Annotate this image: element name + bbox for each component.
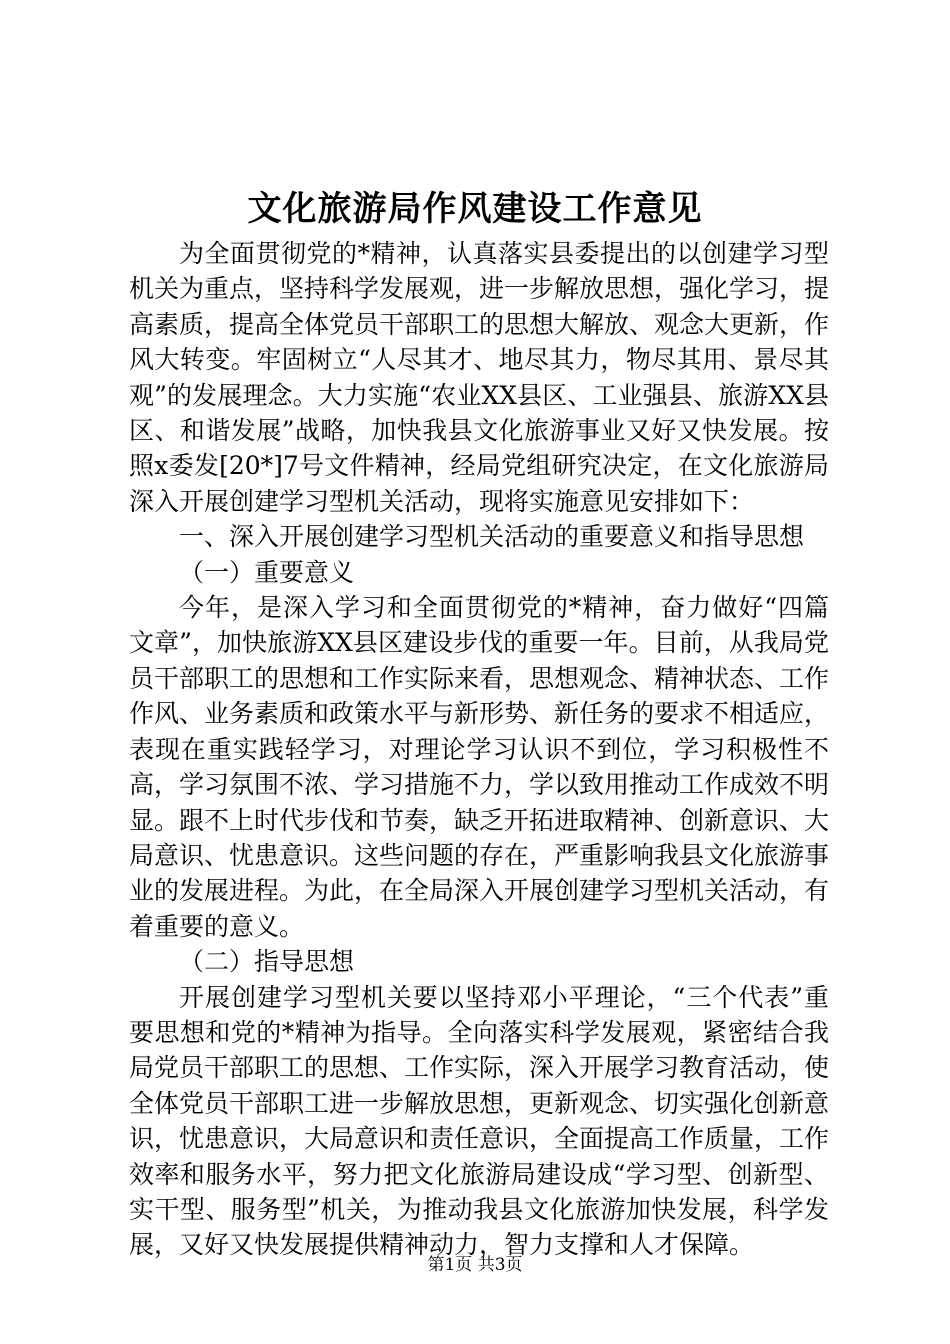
guiding-ideology-paragraph: 开展创建学习型机关要以坚持邓小平理论，“三个代表”重要思想和党的*精神为指导。全向落实科学发展观，紧密结合我局党员干部职工的思想、工作实际，深入开展学习教育活动，使全体党员干部职工进一步解放思想，更新观念、切实强化创新意识，忧患意识，大局意识和责任意识，全面提高工作质量，工作效率和服务水平，努力把文化旅游局建设成“学习型、创新型、实干型、服务型”机关，为推动我县文化旅游加快发展，科学发展，又好又快发展提供精神动力，智力支撑和人才保障。 [129,982,830,1260]
page-number-footer: 第1页 共3页 [427,1255,523,1275]
document-body [129,236,829,1263]
document-title: 文化旅游局作风建设工作意见 [247,189,703,229]
subsection-heading-importance: （一）重要意义 [179,557,355,587]
importance-paragraph: 今年，是深入学习和全面贯彻党的*精神，奋力做好“四篇文章”，加快旅游XX县区建设步伐的重要一年。目前，从我局党员干部职工的思想和工作实际来看，思想观念、精神状态、工作作风、业务素质和政策水平与新形势、新任务的要求不相适应，表现在重实践轻学习，对理论学习认识不到位，学习积极性不高，学习氛围不浓、学习措施不力，学以致用推动工作成效不明显。跟不上时代步伐和节奏，缺乏开拓进取精神、创新意识、大局意识、忧患意识。这些问题的存在，严重影响我县文化旅游事业的发展进程。为此，在全局深入开展创建学习型机关活动，有着重要的意义。 [129,593,830,941]
intro-paragraph: 为全面贯彻党的*精神，认真落实县委提出的以创建学习型机关为重点，坚持科学发展观，进一步解放思想，强化学习，提高素质，提高全体党员干部职工的思想大解放、观念大更新，作风大转变。牢固树立“人尽其才、地尽其力，物尽其用、景尽其观”的发展理念。大力实施“农业XX县区、工业强县、旅游XX县区、和谐发展”战略，加快我县文化旅游事业又好又快发展。按照x委发[20*]7号文件精神，经局党组研究决定，在文化旅游局深入开展创建学习型机关活动，现将实施意见安排如下： [129,239,830,516]
subsection-heading-guiding-ideology: （二）指导思想 [179,947,355,977]
section-heading-1: 一、深入开展创建学习型机关活动的重要意义和指导思想 [179,522,805,552]
